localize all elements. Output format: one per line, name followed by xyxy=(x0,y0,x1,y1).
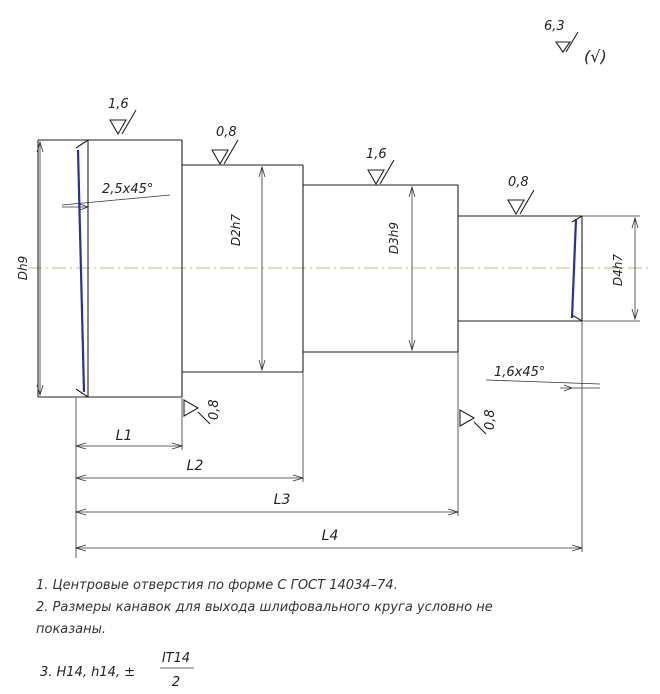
chamfer-2-label: 1,6х45° xyxy=(494,365,546,380)
chamfer-1-label: 2,5х45° xyxy=(102,182,154,197)
note-3-numerator: IT14 xyxy=(161,651,191,666)
roughness-mark-1: 1,6 xyxy=(108,97,129,112)
note-2-line-1: 2. Размеры канавок для выхода шлифовального круга условно не xyxy=(36,600,493,615)
length-dimensions xyxy=(76,321,582,558)
general-roughness-symbol xyxy=(544,19,607,66)
roughness-mark-5: 0,8 xyxy=(207,399,222,420)
roughness-bracket: (√) xyxy=(584,47,607,66)
note-2-line-2: показаны. xyxy=(36,622,107,637)
diameter-4-label: D4h7 xyxy=(611,253,625,287)
roughness-mark-4: 0,8 xyxy=(508,175,529,190)
roughness-triangle-icon xyxy=(110,110,136,134)
roughness-triangle-icon xyxy=(368,160,394,184)
length-1-label: L1 xyxy=(115,428,133,444)
roughness-marks xyxy=(108,97,534,434)
note-3-fraction xyxy=(40,651,194,690)
chamfer-dimensions xyxy=(62,182,600,391)
note-3-lhs: 3. Н14, h14, ± xyxy=(40,665,136,680)
roughness-triangle-icon xyxy=(212,140,238,164)
roughness-mark-6: 0,8 xyxy=(483,409,498,430)
roughness-mark-3: 1,6 xyxy=(366,147,387,162)
roughness-mark-2: 0,8 xyxy=(216,125,237,140)
diameter-2-label: D2h7 xyxy=(229,213,243,247)
note-1: 1. Центровые отверстия по форме С ГОСТ 14034–74. xyxy=(36,578,398,593)
left-chamfer-edge xyxy=(78,150,84,392)
diameter-3-label: D3h9 xyxy=(387,221,401,255)
roughness-triangle-icon xyxy=(508,190,534,214)
length-2-label: L2 xyxy=(186,458,204,474)
roughness-value: 6,3 xyxy=(544,19,565,34)
roughness-triangle-icon xyxy=(556,32,578,52)
note-3-denominator: 2 xyxy=(171,675,181,690)
diameter-1-label: Dh9 xyxy=(16,255,30,281)
length-3-label: L3 xyxy=(273,492,291,508)
length-4-label: L4 xyxy=(321,528,339,544)
